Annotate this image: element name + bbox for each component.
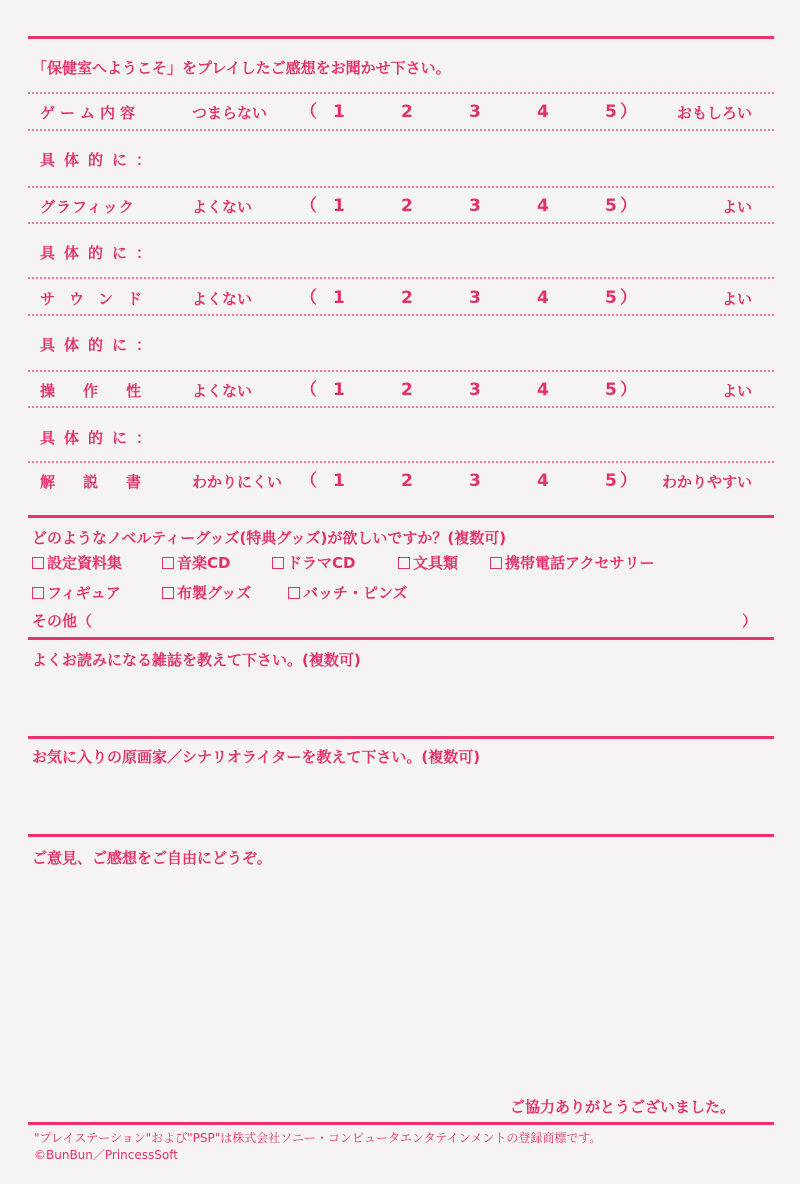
rating-option-5[interactable]: 5: [605, 471, 617, 491]
scale-close: ）: [620, 471, 637, 491]
option-label: バッチ・ピンズ: [303, 584, 408, 602]
goods-option-cloth[interactable]: [162, 583, 251, 603]
scale-open: （: [300, 380, 317, 400]
rating-option-3[interactable]: 3: [469, 288, 481, 308]
rating-low-control: よくない: [192, 382, 253, 400]
rating-option-2[interactable]: 2: [401, 380, 413, 400]
rating-low-sound: よくない: [192, 290, 253, 308]
rating-option-5[interactable]: 5: [605, 380, 617, 400]
rating-option-1[interactable]: 1: [333, 380, 345, 400]
rating-low-graphic: よくない: [192, 198, 253, 216]
divider: [28, 277, 774, 279]
survey-title: 「保健室へようこそ」をプレイしたご感想をお聞かせ下さい。: [32, 59, 451, 77]
section-divider: [28, 736, 774, 739]
goods-other-close: ）: [742, 612, 758, 630]
scale-close: ）: [620, 102, 637, 122]
option-label: フィギュア: [47, 584, 121, 602]
checkbox[interactable]: [32, 557, 44, 569]
rating-option-4[interactable]: 4: [537, 196, 549, 216]
rating-option-4[interactable]: 4: [537, 102, 549, 122]
scale-close: ）: [620, 380, 637, 400]
divider: [28, 222, 774, 224]
rating-option-5[interactable]: 5: [605, 288, 617, 308]
detail-label: 具体的に：: [40, 429, 161, 447]
goods-option-figure[interactable]: [32, 583, 121, 603]
option-label: ドラマCD: [287, 554, 356, 572]
trademark-notice: "プレイステーション"および"PSP"は株式会社ソニー・コンピュータエンタテインメントの登録商標です。: [34, 1131, 602, 1145]
option-label: 設定資料集: [47, 554, 123, 572]
option-label: 布製グッズ: [177, 584, 252, 602]
scale-open: （: [300, 196, 317, 216]
scale-open: （: [300, 288, 317, 308]
detail-label: 具体的に：: [40, 151, 161, 169]
rating-low-game: つまらない: [192, 104, 268, 122]
goods-other-label: その他（: [32, 612, 93, 630]
bottom-border: [28, 1122, 774, 1125]
rating-label-game: ゲーム内容: [40, 104, 141, 122]
goods-option-stationery[interactable]: [398, 553, 458, 573]
goods-option-music-cd[interactable]: [162, 553, 230, 573]
rating-option-2[interactable]: 2: [401, 471, 413, 491]
goods-option-pins[interactable]: [288, 583, 408, 603]
magazine-question: よくお読みになる雑誌を教えて下さい。(複数可): [32, 651, 361, 669]
rating-low-manual: わかりにくい: [192, 473, 283, 491]
rating-option-5[interactable]: 5: [605, 102, 617, 122]
rating-option-2[interactable]: 2: [401, 196, 413, 216]
opinion-question: ご意見、ご感想をご自由にどうぞ。: [32, 849, 272, 867]
section-divider: [28, 637, 774, 640]
rating-option-1[interactable]: 1: [333, 471, 345, 491]
checkbox[interactable]: [288, 587, 300, 599]
option-label: 携帯電話アクセサリー: [505, 554, 655, 572]
rating-option-1[interactable]: 1: [333, 196, 345, 216]
rating-option-4[interactable]: 4: [537, 288, 549, 308]
detail-label: 具体的に：: [40, 244, 161, 262]
rating-option-2[interactable]: 2: [401, 102, 413, 122]
rating-option-3[interactable]: 3: [469, 196, 481, 216]
rating-high-sound: よい: [721, 290, 752, 308]
goods-option-settings-book[interactable]: [32, 553, 122, 573]
divider: [28, 129, 774, 131]
option-label: 文具類: [413, 554, 459, 572]
rating-label-graphic: グラフィック: [40, 198, 135, 216]
rating-option-3[interactable]: 3: [469, 380, 481, 400]
goods-option-drama-cd[interactable]: [272, 553, 355, 573]
scale-close: ）: [620, 196, 637, 216]
scale-open: （: [300, 471, 317, 491]
goods-question: どのようなノベルティーグッズ(特典グッズ)が欲しいですか？(複数可): [32, 529, 507, 547]
scale-open: （: [300, 102, 317, 122]
divider: [28, 370, 774, 372]
divider: [28, 461, 774, 463]
top-border: [28, 36, 774, 39]
section-divider: [28, 834, 774, 837]
goods-option-phone-accessory[interactable]: [490, 553, 655, 573]
divider: [28, 186, 774, 188]
checkbox[interactable]: [32, 587, 44, 599]
rating-option-3[interactable]: 3: [469, 471, 481, 491]
artist-question: お気に入りの原画家／シナリオライターを教えて下さい。(複数可): [32, 748, 481, 766]
divider: [28, 314, 774, 316]
rating-high-control: よい: [721, 382, 752, 400]
rating-option-4[interactable]: 4: [537, 471, 549, 491]
rating-label-sound: サウンド: [40, 290, 157, 308]
rating-option-1[interactable]: 1: [333, 102, 345, 122]
rating-option-4[interactable]: 4: [537, 380, 549, 400]
copyright-notice: ©BunBun／PrincessSoft: [34, 1148, 178, 1162]
rating-high-manual: わかりやすい: [661, 473, 752, 491]
option-label: 音楽CD: [177, 554, 231, 572]
detail-label: 具体的に：: [40, 336, 161, 354]
checkbox[interactable]: [162, 587, 174, 599]
rating-label-manual: 解説書: [40, 473, 170, 491]
rating-option-1[interactable]: 1: [333, 288, 345, 308]
divider: [28, 406, 774, 408]
scale-close: ）: [620, 288, 637, 308]
rating-high-graphic: よい: [721, 198, 752, 216]
rating-option-3[interactable]: 3: [469, 102, 481, 122]
rating-option-2[interactable]: 2: [401, 288, 413, 308]
checkbox[interactable]: [398, 557, 410, 569]
rating-option-5[interactable]: 5: [605, 196, 617, 216]
rating-label-control: 操作性: [40, 382, 170, 400]
checkbox[interactable]: [162, 557, 174, 569]
thanks-message: ご協力ありがとうございました。: [510, 1098, 736, 1116]
checkbox[interactable]: [272, 557, 284, 569]
checkbox[interactable]: [490, 557, 502, 569]
rating-high-game: おもしろい: [676, 104, 752, 122]
section-divider: [28, 515, 774, 518]
divider: [28, 92, 774, 94]
